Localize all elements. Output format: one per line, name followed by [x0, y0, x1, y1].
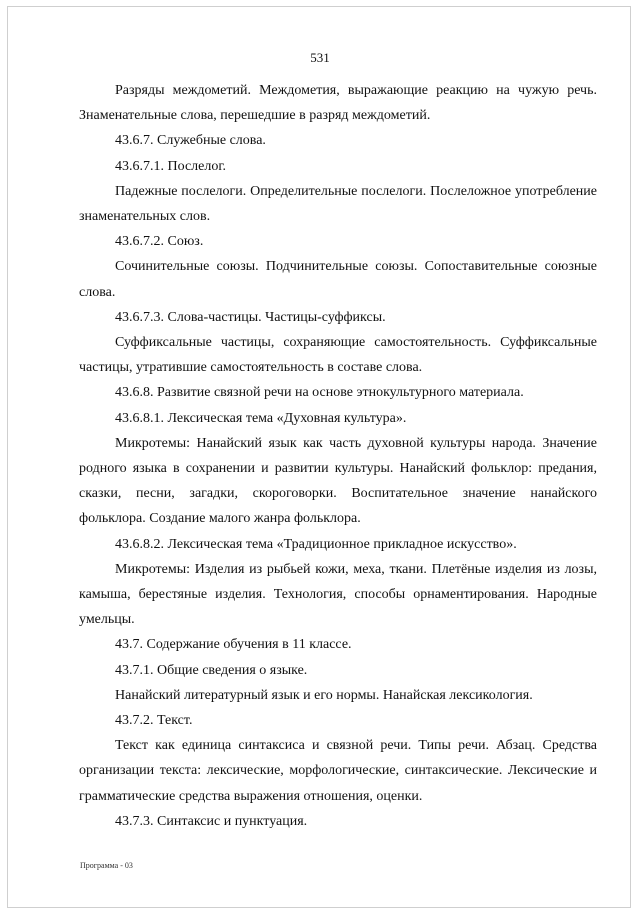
document-body: [79, 78, 597, 834]
paragraph-spiritual-culture: Микротемы: Нанайский язык как часть духовной культуры народа. Значение родного языка в сохранении и развитии культуры. Нанайский фольклор: предания, сказки, песни, загадки, скороговорки. Воспитательное значение нанайского фольклора. Создание малого жанра фольклора.: [79, 435, 597, 527]
heading-43-6-8-2: 43.6.8.2. Лексическая тема «Традиционное прикладное искусство».: [115, 536, 517, 552]
heading-43-6-7: 43.6.7. Служебные слова.: [115, 133, 266, 149]
paragraph-text: Текст как единица синтаксиса и связной речи. Типы речи. Абзац. Средства организации текста: лексические, морфологические, синтаксические. Лексические и грамматические средства выражения отношения, оценки.: [79, 738, 597, 804]
page-footer: Программа - 03: [80, 861, 133, 870]
heading-43-6-7-3: 43.6.7.3. Слова-частицы. Частицы-суффиксы.: [115, 309, 386, 325]
paragraph-literary-language: Нанайский литературный язык и его нормы. Нанайская лексикология.: [115, 687, 533, 703]
heading-43-7-1: 43.7.1. Общие сведения о языке.: [115, 662, 308, 678]
paragraph-postpositions: Падежные послелоги. Определительные послелоги. Послеложное употребление знаменательных слов.: [79, 183, 597, 225]
heading-43-7: 43.7. Содержание обучения в 11 классе.: [115, 637, 352, 653]
page-number: 531: [310, 50, 330, 65]
paragraph-particles: Суффиксальные частицы, сохраняющие самостоятельность. Суффиксальные частицы, утратившие самостоятельность в составе слова.: [79, 335, 597, 376]
heading-43-7-2: 43.7.2. Текст.: [115, 713, 193, 729]
paragraph-interjection-categories: Разряды междометий. Междометия, выражающие реакцию на чужую речь. Знаменательные слова, перешедшие в разряд междометий.: [79, 83, 597, 124]
paragraph-conjunctions: Сочинительные союзы. Подчинительные союзы. Сопоставительные союзные слова.: [79, 259, 597, 300]
heading-43-6-7-1: 43.6.7.1. Послелог.: [115, 158, 227, 174]
heading-43-6-8-1: 43.6.8.1. Лексическая тема «Духовная культура».: [115, 410, 407, 426]
paragraph-applied-art: Микротемы: Изделия из рыбьей кожи, меха, ткани. Плетёные изделия из лозы, камыша, берестяные изделия. Технология, способы орнаментирования. Народные умельцы.: [79, 561, 597, 628]
heading-43-6-8: 43.6.8. Развитие связной речи на основе этнокультурного материала.: [115, 385, 524, 401]
heading-43-7-3: 43.7.3. Синтаксис и пунктуация.: [115, 813, 308, 829]
heading-43-6-7-2: 43.6.7.2. Союз.: [115, 234, 204, 250]
